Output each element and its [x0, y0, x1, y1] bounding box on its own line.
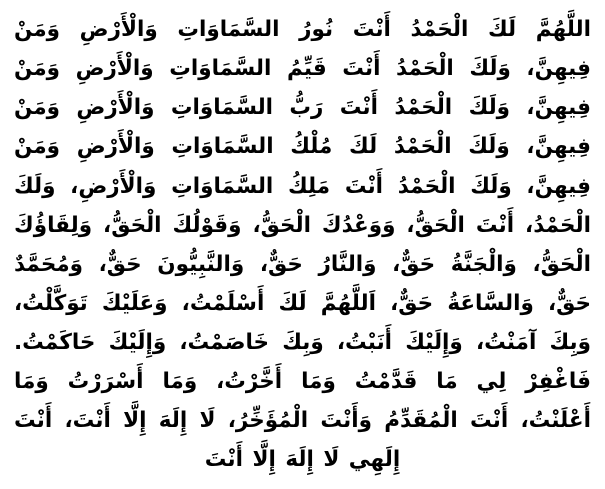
arabic-passage-text: اللَّهُمَّ لَكَ الْحَمْدُ أَنْتَ نُورُ السَّمَاوَاتِ وَالْأَرْضِ وَمَنْ فِيهِنَّ، وَلَكَ الْحَمْدُ أَنْتَ قَيِّمُ السَّمَاوَاتِ وَالْأَرْضِ وَمَنْ فِيهِنَّ، وَلَكَ الْحَمْدُ أَنْتَ رَبُّ السَّمَاوَاتِ وَالْأَرْضِ وَمَنْ فِيهِنَّ، وَلَكَ الْحَمْدُ لَكَ مُلْكُ السَّمَاوَاتِ وَالْأَرْضِ وَمَنْ فِيهِنَّ، وَلَكَ الْحَمْدُ أَنْتَ مَلِكُ السَّمَاوَاتِ وَالْأَرْضِ، وَلَكَ الْحَمْدُ، أَنْتَ الْحَقُّ، وَوَعْدُكَ الْحَقُّ، وَقَوْلُكَ الْحَقُّ، وَلِقَاؤُكَ الْحَقُّ، وَالْجَنَّةُ حَقٌّ، وَالنَّارُ حَقٌّ، وَالنَّبِيُّونَ حَقٌّ، وَمُحَمَّدٌ حَقٌّ، وَالسَّاعَةُ حَقٌّ، اَللَّهُمَّ لَكَ أَسْلَمْتُ، وَعَلَيْكَ تَوَكَّلْتُ، وَبِكَ آمَنْتُ، وَإِلَيْكَ أَنَبْتُ، وَبِكَ خَاصَمْتُ، وَإِلَيْكَ حَاكَمْتُ. فَاغْفِرْ لِي مَا قَدَّمْتُ وَمَا أَخَّرْتُ، وَمَا أَسْرَرْتُ وَمَا أَعْلَنْتُ، أَنْتَ الْمُقَدِّمُ وَأَنْتَ الْمُؤَخِّرُ، لَا إِلَهَ إِلَّا أَنْتَ، أَنْتَ إِلَهِي لَا إِلَهَ إِلَّا أَنْتَ — [4, 17, 591, 473]
